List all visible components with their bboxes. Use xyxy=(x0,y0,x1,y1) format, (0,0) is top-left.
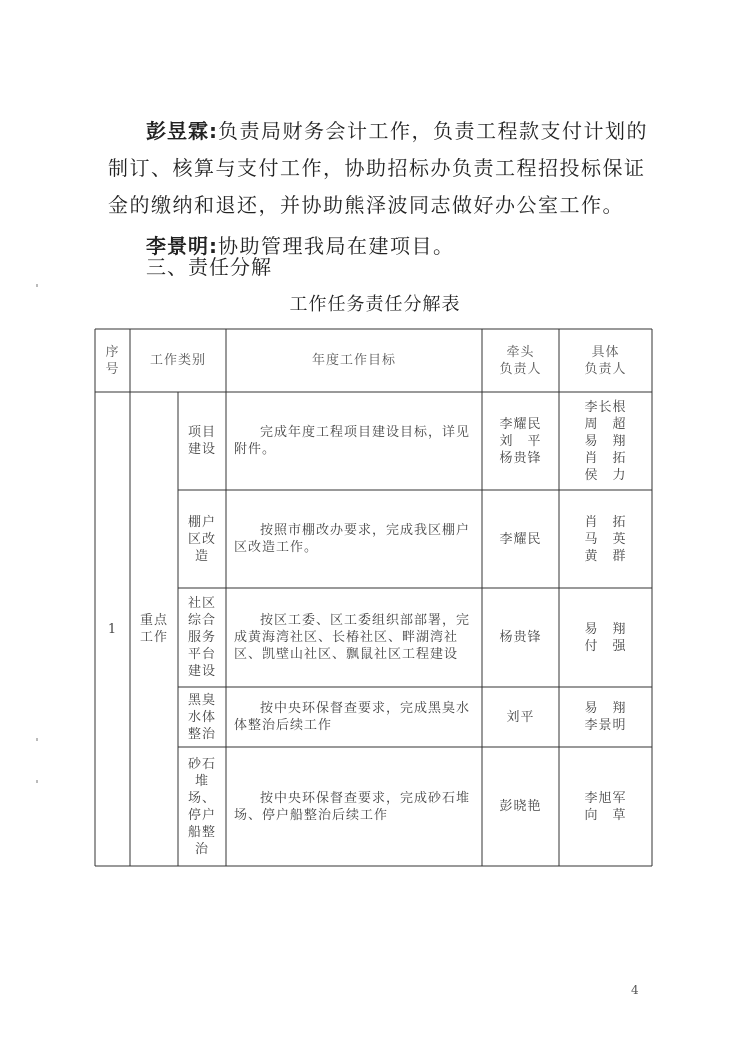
lead-black-water: 刘平 xyxy=(506,709,535,725)
specific-black-water: 易 翔 李景明 xyxy=(584,701,627,733)
scan-speck xyxy=(36,780,38,783)
goal-shantytown: 按照市棚改办要求，完成我区棚户区改造工作。 xyxy=(234,523,471,555)
lead-community: 杨贵锋 xyxy=(499,630,542,645)
person-name-li: 李景明: xyxy=(146,234,218,258)
goal-sand-yard: 按中央环保督查要求，完成砂石堆场、停户船整治后续工作 xyxy=(234,790,471,823)
specific-shantytown: 肖 拓 马 英 黄 群 xyxy=(584,514,627,564)
scan-speck xyxy=(36,284,38,287)
header-specific: 具体 负责人 xyxy=(584,344,627,377)
lead-shantytown: 李耀民 xyxy=(499,531,542,547)
specific-project: 李长根 周 超 易 翔 肖 拓 侯 力 xyxy=(584,399,627,483)
header-category: 工作类别 xyxy=(149,353,206,368)
goal-project: 完成年度工程项目建设目标，详见附件。 xyxy=(234,425,471,457)
subcategory-project: 项目 建设 xyxy=(187,425,216,457)
specific-sand-yard: 李旭军 向 草 xyxy=(584,790,627,823)
goal-black-water: 按中央环保督查要求，完成黑臭水体整治后续工作 xyxy=(234,701,471,733)
subcategory-black-water: 黑臭 水体 整治 xyxy=(187,692,216,742)
person-name-peng: 彭昱霖: xyxy=(146,119,218,143)
specific-community: 易 翔 付 强 xyxy=(584,621,627,654)
subcategory-shantytown: 棚户 区改 造 xyxy=(187,514,216,564)
scan-speck xyxy=(36,738,38,741)
lead-project: 李耀民 刘 平 杨贵锋 xyxy=(499,416,542,466)
row-seq-number: 1 xyxy=(107,621,118,637)
subcategory-sand-yard: 砂石 堆 场、 停户 船整 治 xyxy=(187,756,216,857)
page-number: 4 xyxy=(631,983,639,997)
paragraph-peng-text: 负责局财务会计工作，负责工程款支付计划的制订、核算与支付工作，协助招标办负责工程招投标保证金的缴纳和退还，并协助熊泽波同志做好办公室工作。 xyxy=(108,119,648,217)
header-seq: 序 号 xyxy=(105,344,120,377)
table-title: 工作任务责任分解表 xyxy=(289,294,461,315)
section-heading: 三、责任分解 xyxy=(146,255,272,279)
paragraph-li-text: 协助管理我局在建项目。 xyxy=(218,234,455,258)
lead-sand-yard: 彭晓艳 xyxy=(499,799,542,814)
goal-community: 按区工委、区工委组织部部署，完成黄海湾社区、长椿社区、畔湖湾社区、凯壁山社区、飘鼠社区工程建设 xyxy=(234,613,471,662)
header-lead: 牵头 负责人 xyxy=(499,344,542,377)
subcategory-community: 社区 综合 服务 平台 建设 xyxy=(187,596,216,679)
header-goal: 年度工作目标 xyxy=(311,353,396,368)
category-key-work: 重点 工作 xyxy=(139,613,168,645)
